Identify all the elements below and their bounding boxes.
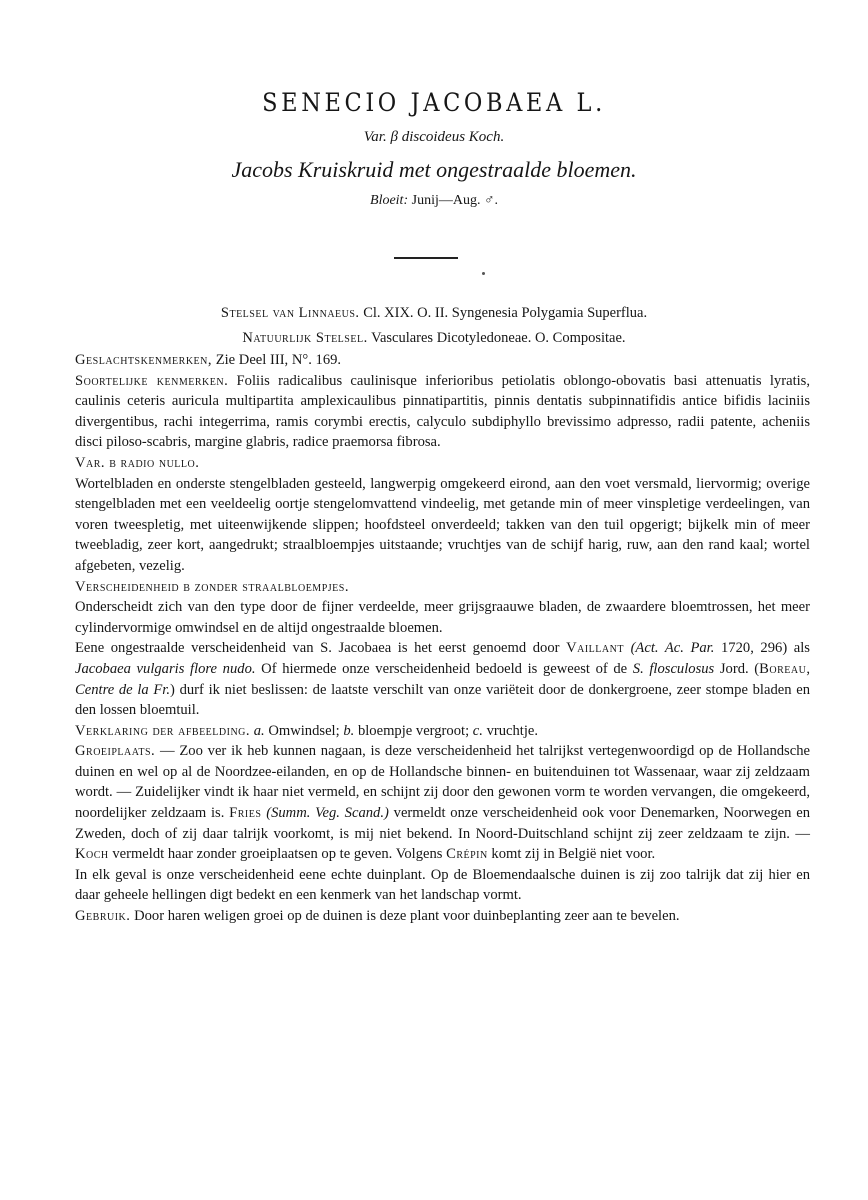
- variety-heading: [75, 453, 810, 474]
- eene-text-1: Eene ongestraalde verscheidenheid van S. Jacobaea is het eerst genoemd door: [75, 640, 560, 657]
- flosculosus-name: S. flosculosus: [632, 660, 715, 677]
- linnaeus-system: [0, 305, 868, 322]
- vaillant-name: Vaillant: [566, 640, 624, 657]
- variety-description: Wortelbladen en onderste stengelbladen gesteeld, langwerpig omgekeerd eirond, aan den voet versmald, liervormig; overige stengelbladen met een veeldeelig oortje stengelomvattend vindeelig, met getande min of meer vinspletige verdeelingen, van voren tweespletig, met uiteenwijkende slippen; hoofdsteel onverdeeld; takken van den tuil opgerigt; bijkelk min of meer tweebladig, zeer kort, aangedrukt; straalbloempjes uitstaande; vruchtjes van de schijf harig, ruw, aan den rand kaal; wortel afgebeten, vezelig.: [75, 475, 810, 574]
- figure-item-a: Omwindsel;: [268, 722, 340, 739]
- natural-label: Natuurlijk Stelsel.: [242, 330, 368, 346]
- use-paragraph: [75, 906, 810, 927]
- habitat-label: Groeiplaats.: [75, 743, 156, 760]
- crepin-name: Crépin: [446, 846, 488, 863]
- dune-paragraph: In elk geval is onze verscheidenheid eene echte duinplant. Op de Bloemendaalsche duinen is zij zoo talrijk dat zij hier en daar geheele hellingen digt bedekt en een kenmerk van het landschap vormt.: [75, 866, 810, 904]
- verscheidenheid-heading: [75, 577, 810, 598]
- use-text: Door haren weligen groei op de duinen is deze plant voor duinbeplanting zeer aan te bevelen.: [134, 908, 680, 925]
- dutch-name: Jacobs Kruiskruid met ongestraalde bloemen.: [231, 157, 637, 182]
- habitat-text-1: — Zoo ver ik heb kunnen nagaan, is deze verscheidenheid het talrijkst vertegenwoordigd op de Hollandsche duinen en wel op al de Noordzee-eilanden, en op de Hollandsche binnen- en buitenduinen tot Wassenaar, waar zij zeldzaam wordt. — Zuidelijker vindt ik haar niet vermeld, en schijnt zij door den gewonen vorm te worden vervangen, die omgekeerd, noordelijker zeldzaam is.: [75, 743, 810, 822]
- vaillant-ref: (Act. Ac. Par.: [630, 640, 715, 657]
- bloom-line: [0, 193, 868, 209]
- fries-name: Fries: [229, 805, 262, 822]
- species-text: Foliis radicalibus caulinisque inferioribus petiolatis oblongo-obovatis basi attenuatis lyratis, caulinis ceteris auricula multipartita amplexicaulibus pinnatipartitis, pinnis dentatis subpinnatifidis antice bifidis laciniis divergentibus, rachi integerrima, ramis corymbi erectis, calyculo subdiphyllo brevissimo adpresso, radii patente, acheniis disci piloso-scabris, margine glabris, radice praemorsa fibrosa.: [75, 372, 810, 451]
- figure-key-c: c.: [472, 722, 483, 739]
- bloom-label: Bloeit:: [370, 193, 409, 208]
- species-paragraph: [75, 371, 810, 453]
- species-label: Soortelijke kenmerken.: [75, 372, 229, 389]
- variety-prefix: Var.: [363, 129, 387, 145]
- fries-ref: (Summ. Veg. Scand.): [266, 805, 389, 822]
- print-speck: [482, 272, 485, 275]
- habitat-text-2: vermeldt onze verscheidenheid ook voor Denemarken, Noorwegen en Zweden, doch of zij daar talrijk voorkomt, is mij niet bekend. In Noord-Duitschland schijnt zij zeer zeldzaam te zijn. —: [75, 805, 811, 842]
- centre-ref: Centre de la Fr.: [75, 681, 171, 698]
- boreau-name: Boreau: [759, 660, 807, 677]
- divider-rule: [394, 257, 458, 259]
- eene-text-4: Jord. (: [719, 660, 760, 677]
- verscheidenheid-label: Verscheidenheid β zonder straalbloempjes.: [75, 578, 349, 595]
- jacobaea-name: Jacobaea vulgaris flore nudo.: [75, 660, 256, 677]
- variety-line: [0, 129, 868, 146]
- habitat-paragraph: [75, 741, 810, 865]
- natural-system: [0, 330, 868, 347]
- natural-value: Vasculares Dicotyledoneae. O. Compositae.: [371, 330, 626, 346]
- figure-item-c: vruchtje.: [486, 722, 539, 739]
- eene-text-6: ) durf ik niet beslissen: de laatste verschilt van onze variëteit door de donkergroene, zeer stompe bladen en den lossen bloemtuil.: [75, 681, 810, 719]
- habitat-text-4: komt zij in België niet voor.: [491, 846, 656, 863]
- ongestraalde-paragraph: [75, 638, 810, 720]
- figure-item-b: bloempje vergroot;: [357, 722, 470, 739]
- use-label: Gebruik.: [75, 908, 131, 925]
- figure-key-a: a.: [253, 722, 265, 739]
- linnaeus-value: Cl. XIX. O. II. Syngenesia Polygamia Superflua.: [363, 305, 648, 321]
- figure-key-b: b.: [343, 722, 355, 739]
- verscheidenheid-text: Onderscheidt zich van den type door de fijner verdeelde, meer grijsgraauwe bladen, de zwaardere bloemtrossen, het meer cylindervormige omwindsel en de altijd ongestraalde bloemen.: [75, 599, 810, 636]
- variety-name: β discoideus Koch.: [390, 129, 505, 145]
- figure-explanation: [75, 721, 810, 742]
- figure-explanation-label: Verklaring der afbeelding.: [75, 722, 251, 739]
- habitat-text-3: vermeldt haar zonder groeiplaatsen op te geven. Volgens: [112, 846, 443, 863]
- page-title: SENECIO JACOBAEA L.: [262, 88, 606, 117]
- var-label: Var. β radio nullo.: [75, 454, 200, 471]
- genus-paragraph: [75, 350, 810, 371]
- eene-text-3: Of hiermede onze verscheidenheid bedoeld is geweest of de: [261, 660, 628, 677]
- eene-text-2: 1720, 296) als: [721, 640, 810, 657]
- linnaeus-label: Stelsel van Linnaeus.: [220, 305, 360, 321]
- genus-label: Geslachtskenmerken,: [75, 352, 213, 368]
- genus-text: Zie Deel III, N°. 169.: [215, 352, 342, 368]
- koch-name: Koch: [75, 846, 109, 863]
- body-text: [75, 350, 810, 927]
- eene-text-5: ,: [806, 660, 810, 677]
- bloom-value: Junij—Aug. ♂.: [411, 193, 498, 208]
